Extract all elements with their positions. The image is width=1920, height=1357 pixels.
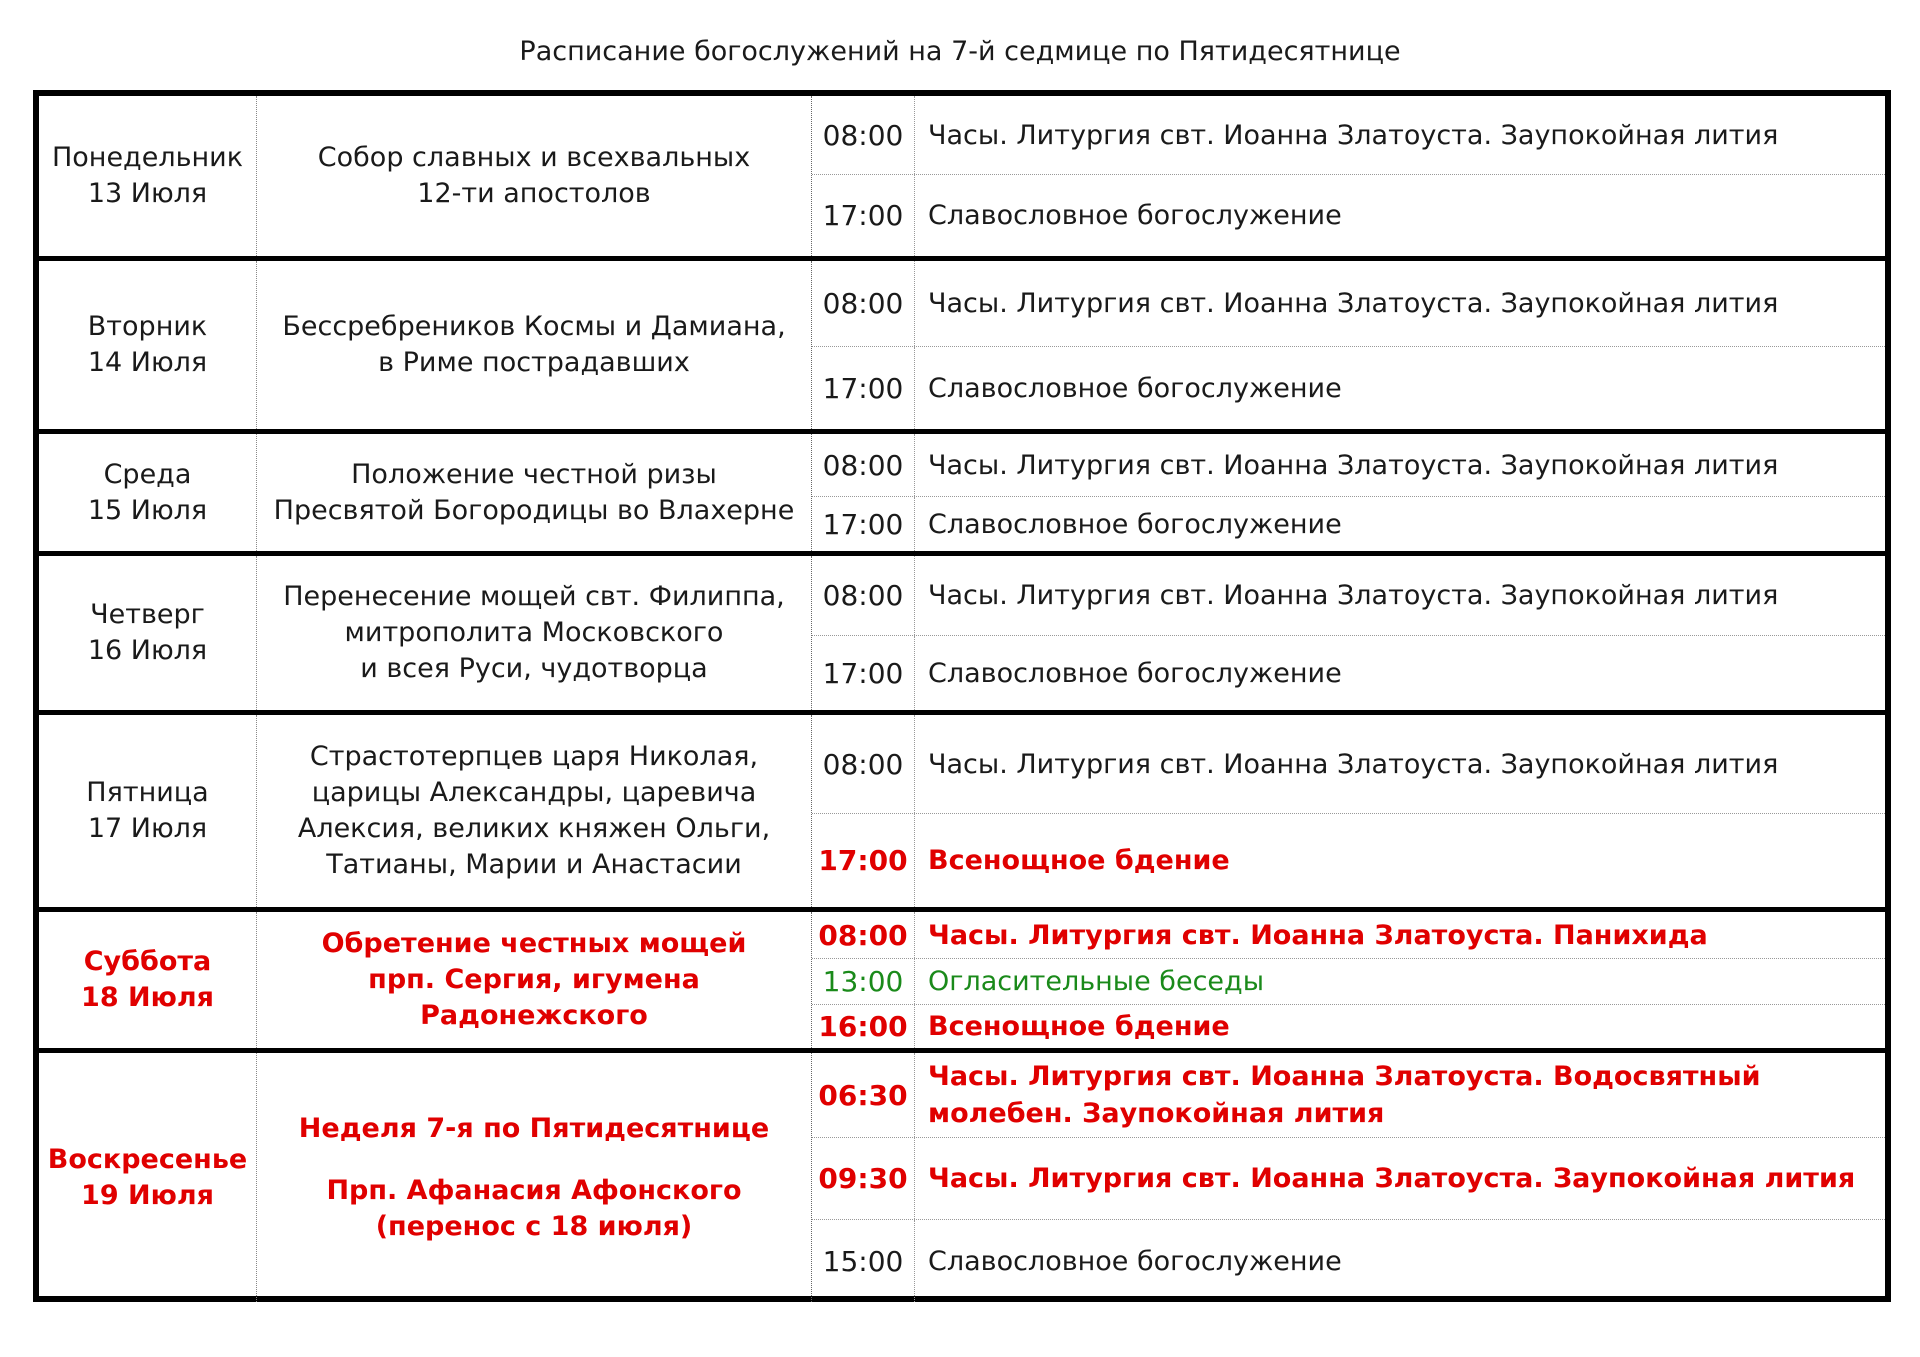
service-time: 08:00 (812, 912, 915, 958)
service-name: Всенощное бдение (928, 1011, 1230, 1042)
service-row (812, 912, 1885, 958)
feast-line: Обретение честных мощей (321, 928, 747, 959)
service-row (812, 556, 1885, 635)
service-name: Часы. Литургия свт. Иоанна Златоуста. Заупокойная лития (928, 748, 1779, 780)
service-row (812, 174, 1885, 256)
service-time: 08:00 (812, 261, 915, 346)
feast-line: Неделя 7-я по Пятидесятнице (298, 1112, 770, 1144)
weekday-label: Среда (103, 458, 192, 490)
service-name: Славословное богослужение (928, 200, 1342, 231)
service-name: Часы. Литургия свт. Иоанна Златоуста. Заупокойная лития (928, 119, 1779, 151)
date-cell (39, 261, 257, 429)
service-time: 17:00 (812, 497, 915, 551)
feast-line: Бессребреников Космы и Дамиана, (282, 311, 786, 342)
date-label: 17 Июля (87, 813, 208, 844)
service-time: 17:00 (812, 636, 915, 710)
feast-line: в Риме пострадавших (378, 347, 690, 378)
service-time: 09:30 (812, 1138, 915, 1219)
service-time: 17:00 (812, 814, 915, 907)
date-cell (39, 96, 257, 256)
feast-line: царицы Александры, царевича (311, 777, 757, 808)
service-row (812, 958, 1885, 1004)
service-name: Часы. Литургия свт. Иоанна Златоуста. Заупокойная лития (928, 580, 1779, 611)
service-name: Всенощное бдение (928, 845, 1230, 876)
date-label: 19 Июля (81, 1179, 214, 1211)
service-name: Славословное богослужение (928, 1245, 1342, 1277)
service-row (812, 261, 1885, 346)
service-name: Славословное богослужение (928, 657, 1342, 689)
day-row (39, 551, 1885, 710)
date-label: 18 Июля (81, 982, 214, 1013)
feast-line: Алексия, великих княжен Ольги, (297, 813, 771, 844)
service-name: Часы. Литургия свт. Иоанна Златоуста. Водосвятный молебен. Заупокойная лития (928, 1061, 1761, 1129)
service-name: Славословное богослужение (928, 372, 1342, 404)
feast-line: Пресвятой Богородицы во Влахерне (273, 494, 795, 526)
service-row (812, 1004, 1885, 1048)
page-title: Расписание богослужений на 7-й седмице по Пятидесятнице (519, 36, 1401, 67)
service-row (812, 715, 1885, 813)
service-time: 06:30 (812, 1053, 915, 1137)
service-time: 16:00 (812, 1005, 915, 1048)
service-name: Часы. Литургия свт. Иоанна Златоуста. Заупокойная лития (928, 1163, 1856, 1194)
feast-line: митрополита Московского (344, 617, 724, 648)
date-cell (39, 434, 257, 551)
day-row (39, 907, 1885, 1048)
day-row (39, 429, 1885, 551)
weekday-label: Воскресенье (47, 1143, 248, 1175)
service-row (812, 635, 1885, 710)
weekday-label: Четверг (90, 599, 205, 630)
date-cell (39, 715, 257, 907)
service-row (812, 1137, 1885, 1219)
day-row (39, 1048, 1885, 1302)
weekday-label: Понедельник (51, 142, 244, 173)
weekday-label: Пятница (86, 777, 209, 808)
day-row (39, 256, 1885, 429)
feast-line: Собор славных и всехвальных (317, 142, 751, 173)
feast-line: Перенесение мощей свт. Филиппа, (283, 581, 785, 612)
feast-cell (257, 912, 812, 1048)
service-row (812, 434, 1885, 496)
service-name: Часы. Литургия свт. Иоанна Златоуста. Панихида (928, 919, 1708, 951)
service-row (812, 1053, 1885, 1137)
feast-cell (257, 715, 812, 907)
date-label: 16 Июля (87, 635, 208, 666)
feast-line: и всея Руси, чудотворца (360, 653, 708, 684)
day-row (39, 710, 1885, 907)
service-name: Часы. Литургия свт. Иоанна Златоуста. Заупокойная лития (928, 288, 1779, 319)
service-time: 15:00 (812, 1220, 915, 1302)
service-time: 08:00 (812, 434, 915, 496)
date-label: 15 Июля (87, 494, 208, 526)
feast-line: Татианы, Марии и Анастасии (326, 849, 742, 880)
feast-cell (257, 556, 812, 710)
weekday-label: Суббота (83, 946, 212, 977)
feast-line: (перенос с 18 июля) (375, 1210, 693, 1242)
feast-cell (257, 261, 812, 429)
service-time: 08:00 (812, 96, 915, 174)
schedule-table (33, 90, 1891, 1302)
service-name: Славословное богослужение (928, 508, 1342, 540)
date-cell (39, 912, 257, 1048)
service-time: 08:00 (812, 556, 915, 635)
service-time: 17:00 (812, 175, 915, 256)
service-row (812, 346, 1885, 429)
date-label: 13 Июля (87, 178, 208, 209)
date-cell (39, 556, 257, 710)
service-name: Огласительные беседы (928, 966, 1265, 997)
service-row (812, 1219, 1885, 1302)
weekday-label: Вторник (87, 311, 208, 342)
feast-line: Страстотерпцев царя Николая, (309, 741, 759, 772)
feast-line: 12-ти апостолов (417, 178, 651, 209)
service-time: 08:00 (812, 715, 915, 813)
service-row (812, 813, 1885, 907)
feast-line: Положение честной ризы (351, 458, 717, 490)
feast-cell (257, 1053, 812, 1302)
service-row (812, 96, 1885, 174)
feast-line: прп. Сергия, игумена Радонежского (368, 964, 700, 1031)
feast-line: Прп. Афанасия Афонского (326, 1174, 742, 1206)
service-time: 13:00 (812, 959, 915, 1004)
feast-cell (257, 434, 812, 551)
date-cell (39, 1053, 257, 1302)
service-name: Часы. Литургия свт. Иоанна Златоуста. Заупокойная лития (928, 449, 1779, 481)
service-time: 17:00 (812, 347, 915, 429)
date-label: 14 Июля (87, 347, 208, 378)
feast-cell (257, 96, 812, 256)
service-row (812, 496, 1885, 551)
day-row (39, 96, 1885, 256)
